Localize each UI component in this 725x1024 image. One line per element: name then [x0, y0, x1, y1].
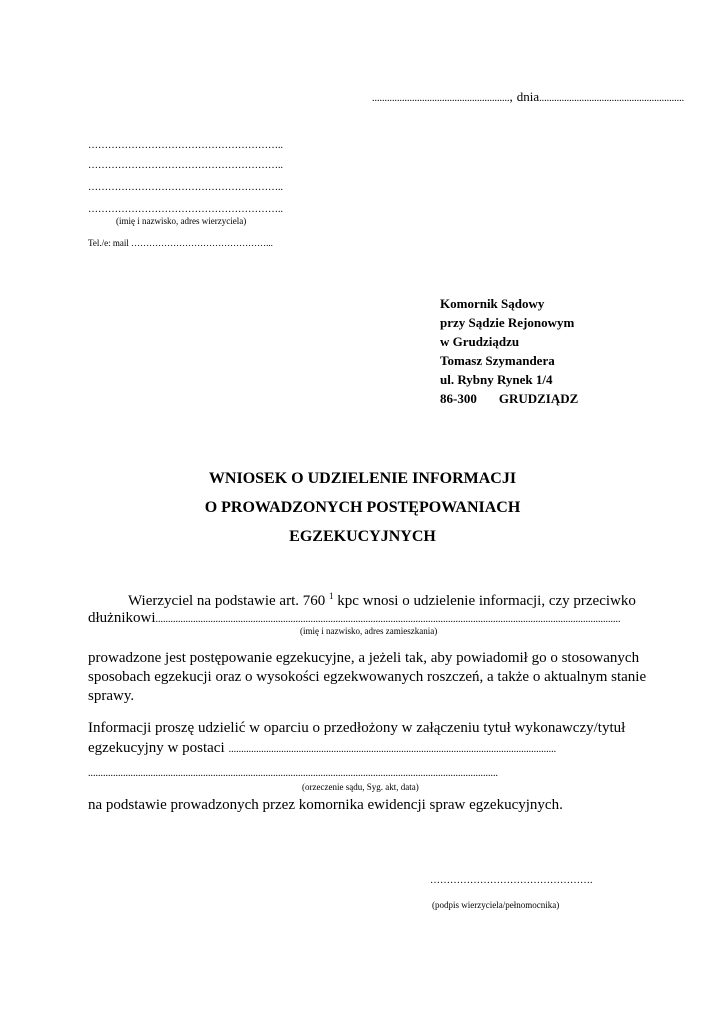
creditor-line-2: …………………………………………………..	[88, 160, 283, 171]
date-line: ......................................................., dnia..........................................................	[372, 89, 685, 104]
debtor-label: dłużnikowi	[88, 610, 156, 626]
recipient-line-1: Komornik Sądowy	[440, 296, 545, 311]
dnia-label: dnia	[516, 89, 540, 104]
signature-dots: ………………………………………….	[430, 875, 593, 886]
recipient-line-5: ul. Rybny Rynek 1/4	[440, 372, 553, 387]
paragraph-4: na podstawie prowadzonych przez komornika ewidencji spraw egzekucyjnych.	[88, 797, 563, 813]
recipient-line-2: przy Sądzie Rejonowym	[440, 315, 575, 330]
recipient-city-line	[440, 389, 578, 408]
creditor-line-4: …………………………………………………..	[88, 204, 283, 215]
title-type-label: egzekucyjny w postaci	[88, 740, 225, 756]
paragraph-3-line-1: Informacji proszę udzielić w oparciu o przedłożony w załączeniu tytuł wykonawczy/tytuł	[88, 720, 626, 736]
place-dots: .......................................................	[372, 93, 510, 104]
paragraph-3-line-2	[88, 739, 633, 757]
recipient-line-3: w Grudziądzu	[440, 334, 520, 349]
p1-start: Wierzyciel na podstawie art. 760	[128, 593, 326, 609]
document-title-line-2: O PROWADZONYCH POSTĘPOWANIACH	[204, 499, 521, 516]
p1-superscript: 1	[328, 591, 334, 601]
debtor-dots: ..........................................................................................................................................................................................	[155, 614, 621, 625]
contact-dots: ………………………………………...	[131, 238, 273, 248]
creditor-line-3: …………………………………………………..	[88, 182, 283, 193]
recipient-line-4: Tomasz Szymandera	[440, 353, 555, 368]
debtor-caption: (imię i nazwisko, adres zamieszkania)	[300, 626, 438, 636]
creditor-caption: (imię i nazwisko, adres wierzyciela)	[116, 216, 247, 226]
court-caption: (orzeczenie sądu, Syg. akt, data)	[302, 782, 419, 792]
paragraph-2-line-3: sprawy.	[88, 688, 135, 704]
contact-label: Tel./e: mail	[88, 238, 129, 248]
postal-code: 86-300	[440, 391, 477, 406]
creditor-line-1: …………………………………………………..	[88, 140, 283, 151]
document-title-line-1: WNIOSEK O UDZIELENIE INFORMACJI	[208, 470, 517, 487]
recipient-address	[440, 294, 578, 408]
paragraph-2-line-2: sposobach egzekucji oraz o wysokości egzekwowanych roszczeń, a także o aktualnym stanie	[88, 669, 647, 685]
paragraph-1-line-2	[88, 609, 638, 627]
paragraph-1-line-1	[128, 591, 636, 610]
p1-end: kpc wnosi o udzielenie informacji, czy przeciwko	[337, 593, 636, 609]
paragraph-3-line-3: ....................................................................................................................................................................	[88, 768, 498, 779]
title-type-dots: ...................................................................................................................................	[228, 744, 557, 755]
paragraph-2-line-1: prowadzone jest postępowanie egzekucyjne, a jeżeli tak, aby powiadomił go o stosowanych	[88, 650, 640, 666]
document-title-line-3: EGZEKUCYJNYCH	[289, 528, 436, 545]
date-dots: ..........................................................	[539, 93, 685, 104]
signature-caption: (podpis wierzyciela/pełnomocnika)	[432, 900, 560, 910]
city: GRUDZIĄDZ	[498, 391, 579, 406]
creditor-contact	[88, 238, 273, 248]
